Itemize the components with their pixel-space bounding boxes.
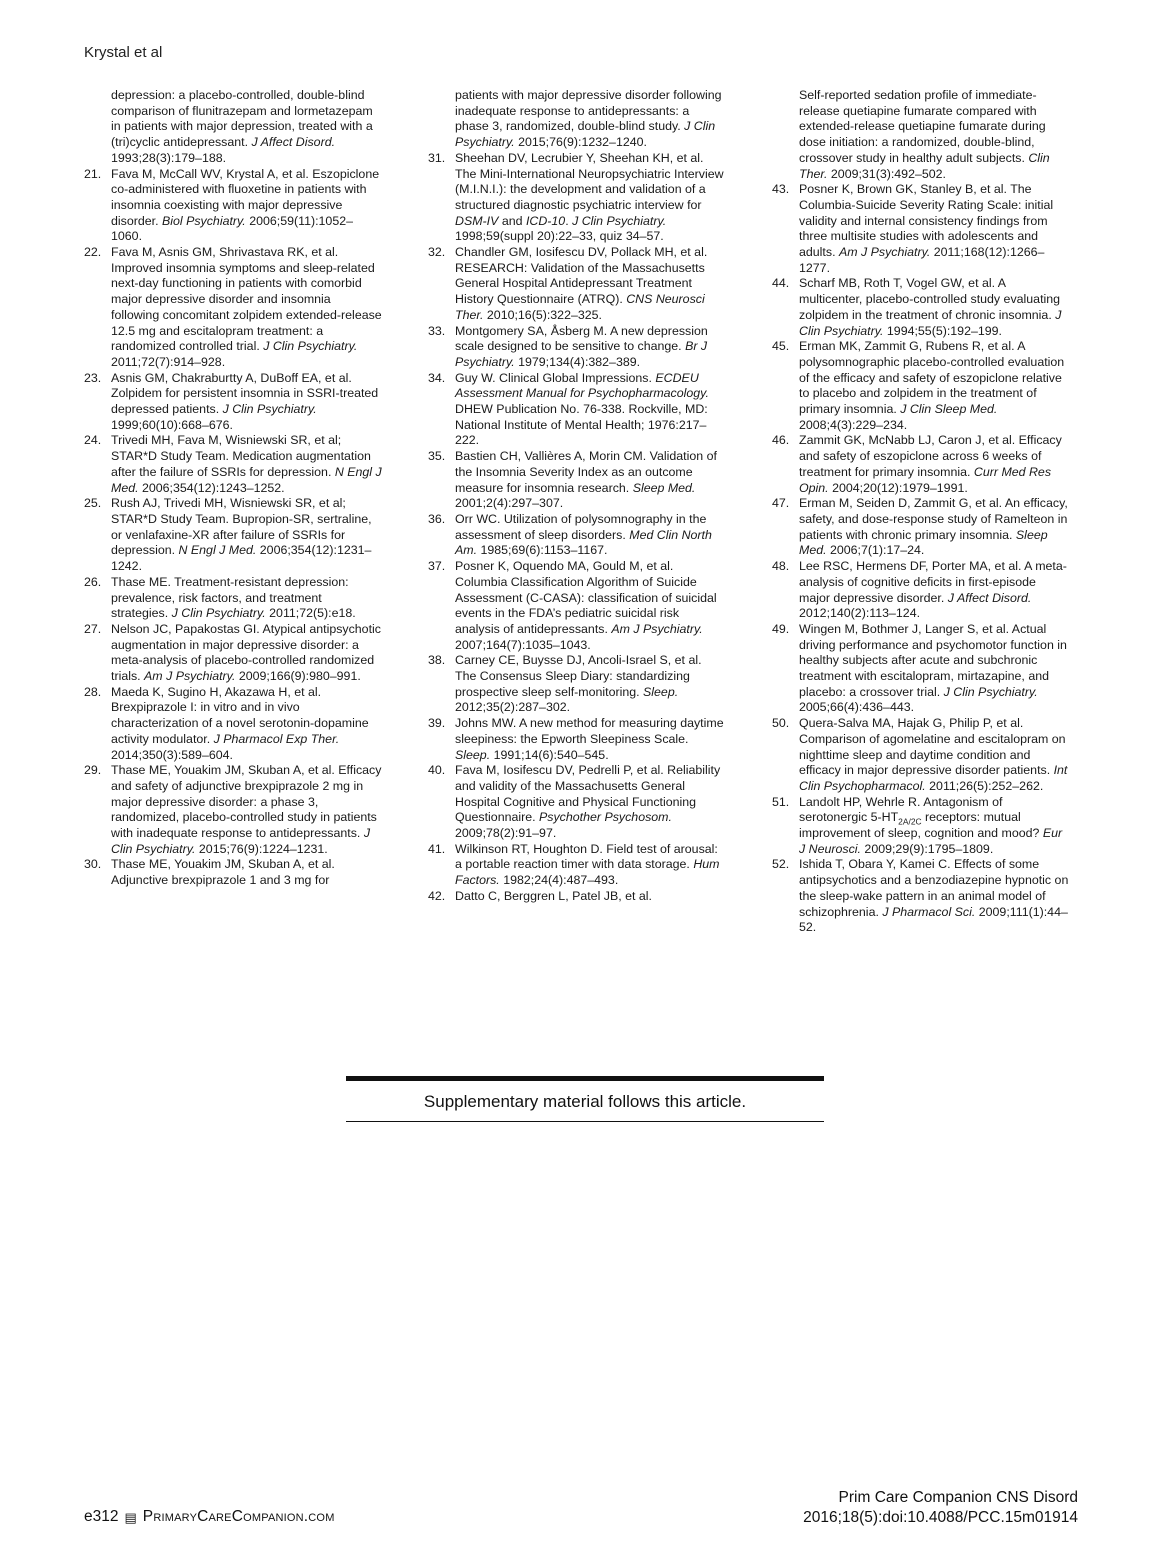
reference-text: Erman MK, Zammit G, Rubens R, et al. A polysomnographic placebo-controlled evaluation of the efficacy and safety of eszopiclone relative to placebo and zolpidem in the treatment of primary insomnia. J Clin Sleep Med. 2008;4(3):229–234. [799, 339, 1065, 432]
reference-number: 35. [428, 449, 446, 464]
reference-item [428, 371, 726, 450]
reference-item [772, 559, 1070, 622]
reference-text: Chandler GM, Iosifescu DV, Pollack MH, et al. RESEARCH: Validation of the Massachusetts General Hospital Antidepressant Treatment History Questionnaire (ATRQ). CNS Neurosci Ther. 2010;16(5):322–325. [455, 245, 708, 322]
reference-text: Thase ME. Treatment-resistant depression: prevalence, risk factors, and treatment strategies. J Clin Psychiatry. 2011;72(5):e18. [111, 574, 356, 621]
reference-number: 37. [428, 559, 446, 574]
reference-item [84, 496, 382, 575]
reference-text: Scharf MB, Roth T, Vogel GW, et al. A multicenter, placebo-controlled study evaluating zolpidem in the treatment of chronic insomnia. J Clin Psychiatry. 1994;55(5):192–199. [799, 276, 1062, 338]
reference-item [84, 857, 382, 888]
reference-number: 34. [428, 370, 446, 385]
reference-text: Maeda K, Sugino H, Akazawa H, et al. Brexpiprazole I: in vitro and in vivo characterization of a novel serotonin-dopamine activity modulator. J Pharmacol Exp Ther. 2014;350(3):589–604. [111, 684, 369, 762]
reference-number: 52. [772, 857, 790, 872]
reference-number: 33. [428, 323, 446, 338]
reference-text: Guy W. Clinical Global Impressions. ECDEU Assessment Manual for Psychopharmacology. DHEW Publication No. 76-338. Rockville, MD: National Institute of Mental Health; 1976:217–222. [455, 370, 709, 448]
reference-number: 50. [772, 716, 790, 731]
reference-number: 24. [84, 433, 102, 448]
reference-text: Thase ME, Youakim JM, Skuban A, et al. Efficacy and safety of adjunctive brexpiprazole 2 mg in major depressive disorder: a phase 3, randomized, placebo-controlled study in patients with inadequate response to antidepressants. J Clin Psychiatry. 2015;76(9):1224–1231. [111, 763, 382, 856]
reference-number: 23. [84, 370, 102, 385]
page-footer [84, 1488, 1078, 1528]
reference-text: Thase ME, Youakim JM, Skuban A, et al. Adjunctive brexpiprazole 1 and 3 mg for [111, 857, 335, 888]
reference-text: Posner K, Oquendo MA, Gould M, et al. Columbia Classification Algorithm of Suicide Assessment (C-CASA): classification of suicidal events in the FDA’s pediatric suicidal risk analysis of antidepressants. Am J Psychiatry. 2007;164(7):1035–1043. [455, 559, 717, 652]
reference-text: Landolt HP, Wehrle R. Antagonism of serotonergic $5-HT_{2A/2C}$ receptors: mutual improvement of sleep, cognition and mood? Eur J Neurosci. 2009;29(9):1795–1809. [799, 794, 1063, 856]
reference-item [84, 371, 382, 434]
reference-item [772, 88, 1070, 182]
reference-number [84, 88, 111, 167]
reference-number: 22. [84, 245, 102, 260]
reference-number: 41. [428, 841, 446, 856]
reference-item [428, 88, 726, 151]
reference-number: 48. [772, 559, 790, 574]
reference-number: 49. [772, 621, 790, 636]
reference-item [428, 512, 726, 559]
reference-item [772, 795, 1070, 858]
reference-number: 25. [84, 496, 102, 511]
reference-number: 28. [84, 684, 102, 699]
supplementary-banner [0, 1076, 1170, 1122]
reference-item [772, 182, 1070, 276]
reference-text: Montgomery SA, Åsberg M. A new depression scale designed to be sensitive to change. Br J Psychiatry. 1979;134(4):382–389. [455, 323, 708, 369]
reference-number: 38. [428, 653, 446, 668]
reference-text: Quera-Salva MA, Hajak G, Philip P, et al. Comparison of agomelatine and escitalopram on nighttime sleep and daytime condition and efficacy in major depressive disorder patients. Int Clin Psychopharmacol. 2011;26(5):252–262. [799, 716, 1068, 793]
reference-number: 44. [772, 276, 790, 291]
reference-number: 26. [84, 574, 102, 589]
reference-number: 31. [428, 150, 446, 165]
reference-text: Self-reported sedation profile of immediate-release quetiapine fumarate compared with extended-release quetiapine fumarate during dose initiation: a randomized, double-blind, crossover study in healthy adult subjects. Clin Ther. 2009;31(3):492–502. [799, 88, 1050, 181]
reference-text: Sheehan DV, Lecrubier Y, Sheehan KH, et al. The Mini-International Neuropsychiatric Interview (M.I.N.I.): the development and validation of a structured diagnostic psychiatric interview for DSM-IV and ICD-10. J Clin Psychiatry. 1998;59(suppl 20):22–33, quiz 34–57. [455, 150, 724, 244]
journal-name: Prim Care Companion CNS Disord [838, 1489, 1078, 1506]
reference-item [84, 245, 382, 371]
reference-text: Lee RSC, Hermens DF, Porter MA, et al. A meta-analysis of cognitive deficits in first-episode major depressive disorder. J Affect Disord. 2012;140(2):113–124. [799, 559, 1067, 621]
reference-text: Fava M, Asnis GM, Shrivastava RK, et al. Improved insomnia symptoms and sleep-related next-day functioning in patients with comorbid major depressive disorder and insomnia following concomitant zolpidem extended-release 12.5 mg and escitalopram treatment: a randomized controlled trial. J Clin Psychiatry. 2011;72(7):914–928. [111, 245, 382, 369]
reference-column [84, 88, 382, 936]
reference-text: Erman M, Seiden D, Zammit G, et al. An efficacy, safety, and dose-response study of Ramelteon in patients with chronic primary insomnia. Sleep Med. 2006;7(1):17–24. [799, 496, 1068, 558]
reference-text: Rush AJ, Trivedi MH, Wisniewski SR, et al; STAR*D Study Team. Bupropion-SR, sertraline, or venlafaxine-XR after failure of SSRIs for depression. N Engl J Med. 2006;354(12):1231–1242. [111, 496, 372, 574]
reference-number: 42. [428, 888, 446, 903]
reference-item [772, 857, 1070, 936]
reference-text: patients with major depressive disorder following inadequate response to antidepressants: a phase 3, randomized, double-blind study. J Clin Psychiatry. 2015;76(9):1232–1240. [455, 88, 722, 150]
reference-item [428, 324, 726, 371]
reference-number: 43. [772, 182, 790, 197]
reference-column [428, 88, 726, 936]
reference-column [772, 88, 1070, 936]
reference-text: Zammit GK, McNabb LJ, Caron J, et al. Efficacy and safety of eszopiclone across 6 weeks of treatment for primary insomnia. Curr Med Res Opin. 2004;20(12):1979–1991. [799, 433, 1062, 495]
reference-item [428, 449, 726, 512]
reference-text: Asnis GM, Chakraburtty A, DuBoff EA, et al. Zolpidem for persistent insomnia in SSRI-treated depressed patients. J Clin Psychiatry. 1999;60(10):668–676. [111, 370, 379, 432]
reference-item [428, 716, 726, 763]
reference-item [84, 763, 382, 857]
reference-number: 21. [84, 166, 102, 181]
reference-item [772, 339, 1070, 433]
reference-number: 47. [772, 496, 790, 511]
reference-number: 45. [772, 339, 790, 354]
page-number: e312 [84, 1508, 119, 1525]
reference-item [84, 433, 382, 496]
references-section [84, 88, 1070, 936]
reference-number: 29. [84, 763, 102, 778]
reference-item [428, 151, 726, 245]
reference-item [428, 653, 726, 716]
reference-text: Trivedi MH, Fava M, Wisniewski SR, et al; STAR*D Study Team. Medication augmentation after the failure of SSRIs for depression. N Engl J Med. 2006;354(12):1243–1252. [111, 433, 382, 495]
reference-text: Johns MW. A new method for measuring daytime sleepiness: the Epworth Sleepiness Scale. Sleep. 1991;14(6):540–545. [455, 716, 724, 762]
reference-text: Nelson JC, Papakostas GI. Atypical antipsychotic augmentation in major depressive disorder: a meta-analysis of placebo-controlled randomized trials. Am J Psychiatry. 2009;166(9):980–991. [111, 621, 381, 684]
reference-text: Carney CE, Buysse DJ, Ancoli-Israel S, et al. The Consensus Sleep Diary: standardizing prospective sleep self-monitoring. Sleep. 2012;35(2):287–302. [455, 653, 702, 715]
reference-number: 51. [772, 794, 790, 809]
reference-text: depression: a placebo-controlled, double-blind comparison of flunitrazepam and lormetazepam in patients with major depression, treated with a (tri)cyclic antidepressant. J Affect Disord. 1993;28(3):179–188. [111, 88, 373, 165]
reference-item [428, 559, 726, 653]
reference-item [84, 622, 382, 685]
reference-item [84, 88, 382, 167]
reference-item [772, 716, 1070, 795]
reference-item [428, 245, 726, 324]
reference-number: 32. [428, 245, 446, 260]
reference-item [772, 496, 1070, 559]
reference-number: 46. [772, 433, 790, 448]
reference-item [772, 276, 1070, 339]
reference-item [84, 575, 382, 622]
reference-text: Bastien CH, Vallières A, Morin CM. Validation of the Insomnia Severity Index as an outcome measure for insomnia research. Sleep Med. 2001;2(4):297–307. [455, 449, 717, 511]
reference-text: Posner K, Brown GK, Stanley B, et al. The Columbia-Suicide Severity Rating Scale: initial validity and internal consistency findings from three multisite studies with adolescents and adults. Am J Psychiatry. 2011;168(12):1266–1277. [799, 182, 1054, 275]
reference-item [772, 433, 1070, 496]
reference-item [428, 889, 726, 905]
doi-line: 2016;18(5):doi:10.4088/PCC.15m01914 [803, 1509, 1078, 1526]
reference-number: 27. [84, 621, 102, 636]
reference-number: 40. [428, 763, 446, 778]
footer-right [803, 1488, 1078, 1528]
footer-left [84, 1508, 335, 1528]
reference-text: Orr WC. Utilization of polysomnography in the assessment of sleep disorders. Med Clin North Am. 1985;69(6):1153–1167. [455, 511, 712, 558]
journal-logo-icon: ▤ [124, 1509, 137, 1525]
reference-number: 36. [428, 511, 446, 526]
reference-number [772, 88, 799, 182]
supplementary-banner-text: Supplementary material follows this article. [346, 1076, 824, 1122]
reference-number: 30. [84, 857, 102, 872]
reference-item [772, 622, 1070, 716]
reference-item [84, 167, 382, 246]
reference-item [428, 763, 726, 842]
reference-text: Ishida T, Obara Y, Kamei C. Effects of some antipsychotics and a benzodiazepine hypnotic on the sleep-wake pattern in an animal model of schizophrenia. J Pharmacol Sci. 2009;111(1):44–52. [799, 857, 1069, 935]
reference-text: Wilkinson RT, Houghton D. Field test of arousal: a portable reaction timer with data storage. Hum Factors. 1982;24(4):487–493. [455, 841, 720, 888]
reference-text: Fava M, McCall WV, Krystal A, et al. Eszopiclone co-administered with fluoxetine in patients with insomnia coexisting with major depressive disorder. Biol Psychiatry. 2006;59(11):1052–1060. [111, 166, 380, 244]
reference-number [428, 88, 455, 151]
reference-text: Datto C, Berggren L, Patel JB, et al. [455, 888, 652, 903]
reference-item [428, 842, 726, 889]
running-head: Krystal et al [84, 44, 163, 61]
reference-item [84, 685, 382, 764]
reference-text: Wingen M, Bothmer J, Langer S, et al. Actual driving performance and psychomotor function in healthy subjects after acute and subchronic treatment with escitalopram, mirtazapine, and placebo: a crossover trial. J Clin Psychiatry. 2005;66(4):436–443. [799, 621, 1067, 715]
reference-text: Fava M, Iosifescu DV, Pedrelli P, et al. Reliability and validity of the Massachusetts General Hospital Cognitive and Physical Functioning Questionnaire. Psychother Psychosom. 2009;78(2):91–97. [455, 763, 721, 841]
journal-site-link[interactable]: PrimaryCareCompanion.com [142, 1508, 335, 1525]
reference-number: 39. [428, 716, 446, 731]
